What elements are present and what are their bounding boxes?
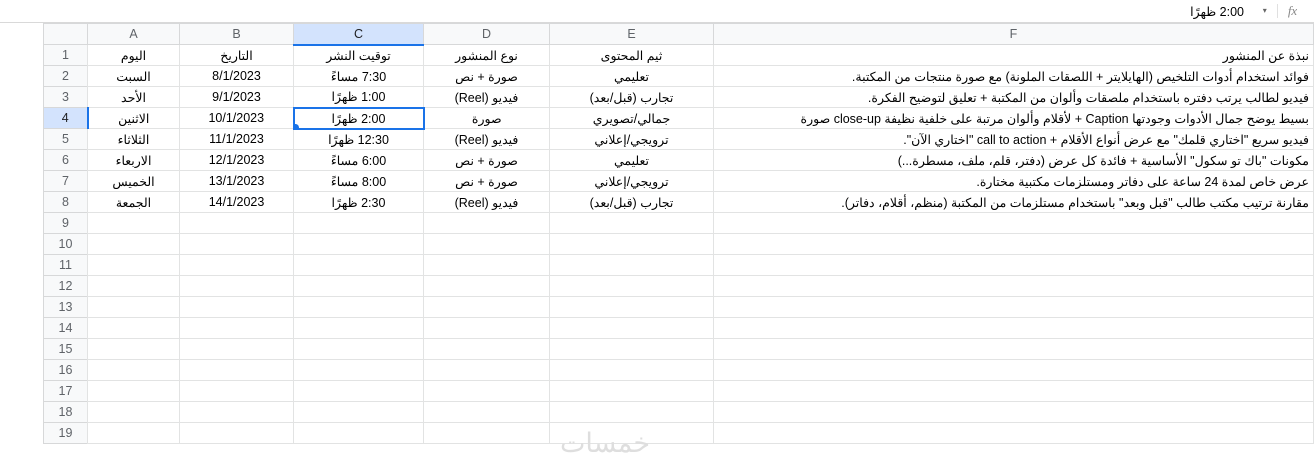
cell-a18[interactable] [88,402,180,423]
column-header-c[interactable]: C [294,24,424,45]
row-header-2[interactable]: 2 [44,66,88,87]
table-row [44,192,1314,213]
row-header-7[interactable]: 7 [44,171,88,192]
cell-c3[interactable]: 1:00 ظهرًا [294,87,424,108]
row-header-15[interactable]: 15 [44,339,88,360]
table-row [44,381,1314,402]
cell-b12[interactable] [180,276,294,297]
cell-a7[interactable]: الخميس [88,171,180,192]
cell-a5[interactable]: الثلاثاء [88,129,180,150]
cell-b10[interactable] [180,234,294,255]
cell-a8[interactable]: الجمعة [88,192,180,213]
cell-a12[interactable] [88,276,180,297]
select-all-corner[interactable] [44,24,88,45]
cell-b2[interactable]: 8/1/2023 [180,66,294,87]
cell-d2[interactable]: صورة + نص [424,66,550,87]
cell-b8[interactable]: 14/1/2023 [180,192,294,213]
cell-c9[interactable] [294,213,424,234]
cell-f19[interactable] [714,423,1314,444]
table-row [44,66,1314,87]
row-header-17[interactable]: 17 [44,381,88,402]
cell-b11[interactable] [180,255,294,276]
table-row [44,234,1314,255]
cell-e2[interactable]: تعليمي [550,66,714,87]
cell-b14[interactable] [180,318,294,339]
table-row [44,402,1314,423]
cell-e19[interactable] [550,423,714,444]
row-header-13[interactable]: 13 [44,297,88,318]
cell-c18[interactable] [294,402,424,423]
table-row [44,360,1314,381]
chevron-down-icon[interactable]: ▾ [1262,6,1267,15]
cell-b7[interactable]: 13/1/2023 [180,171,294,192]
cell-b13[interactable] [180,297,294,318]
row-header-18[interactable]: 18 [44,402,88,423]
cell-d19[interactable] [424,423,550,444]
cell-e16[interactable] [550,360,714,381]
row-header-9[interactable]: 9 [44,213,88,234]
cell-e11[interactable] [550,255,714,276]
cell-f5[interactable]: فيديو سريع "اختاري قلمك" مع عرض أنواع الأقلام + call to action "اختاري الآن". [714,129,1314,150]
cell-d14[interactable] [424,318,550,339]
cell-d9[interactable] [424,213,550,234]
cell-f1[interactable]: نبذة عن المنشور [714,45,1314,66]
row-header-16[interactable]: 16 [44,360,88,381]
cell-c5[interactable]: 12:30 ظهرًا [294,129,424,150]
cell-a17[interactable] [88,381,180,402]
cell-b6[interactable]: 12/1/2023 [180,150,294,171]
cell-c15[interactable] [294,339,424,360]
cell-e9[interactable] [550,213,714,234]
cell-d4[interactable]: صورة [424,108,550,129]
column-header-a[interactable]: A [88,24,180,45]
row-header-5[interactable]: 5 [44,129,88,150]
cell-d3[interactable]: فيديو (Reel) [424,87,550,108]
cell-f14[interactable] [714,318,1314,339]
cell-d8[interactable]: فيديو (Reel) [424,192,550,213]
cell-d15[interactable] [424,339,550,360]
cell-f11[interactable] [714,255,1314,276]
row-header-3[interactable]: 3 [44,87,88,108]
cell-f4[interactable]: بسيط يوضح جمال الأدوات وجودتها Caption + لأقلام وألوان مرتبة على خلفية نظيفة close-up صورة [714,108,1314,129]
sheet-body [44,45,1314,444]
cell-f13[interactable] [714,297,1314,318]
cell-f7[interactable]: عرض خاص لمدة 24 ساعة على دفاتر ومستلزمات مكتبية مختارة. [714,171,1314,192]
cell-a16[interactable] [88,360,180,381]
formula-bar [0,0,1314,23]
cell-b18[interactable] [180,402,294,423]
cell-a14[interactable] [88,318,180,339]
cell-a2[interactable]: السبت [88,66,180,87]
cell-c8[interactable]: 2:30 ظهرًا [294,192,424,213]
cell-c7[interactable]: 8:00 مساءً [294,171,424,192]
column-header-e[interactable]: E [550,24,714,45]
cell-a15[interactable] [88,339,180,360]
cell-f3[interactable]: فيديو لطالب يرتب دفتره باستخدام ملصقات وألوان من المكتبة + تعليق لتوضيح الفكرة. [714,87,1314,108]
cell-c1[interactable]: توقيت النشر [294,45,424,66]
cell-a13[interactable] [88,297,180,318]
table-row [44,276,1314,297]
cell-a4[interactable]: الاثنين [88,108,180,129]
column-header-d[interactable]: D [424,24,550,45]
cell-f10[interactable] [714,234,1314,255]
sheet-table [43,23,1314,444]
row-header-12[interactable]: 12 [44,276,88,297]
cell-e7[interactable]: ترويجي/إعلاني [550,171,714,192]
cell-a3[interactable]: الأحد [88,87,180,108]
toolbar-divider [1277,4,1278,18]
cell-b1[interactable]: التاريخ [180,45,294,66]
cell-f6[interactable]: مكونات "باك تو سكول" الأساسية + فائدة كل عرض (دفتر، قلم، ملف، مسطرة...) [714,150,1314,171]
cell-c16[interactable] [294,360,424,381]
table-row [44,318,1314,339]
cell-d7[interactable]: صورة + نص [424,171,550,192]
table-row [44,255,1314,276]
cell-b4[interactable]: 10/1/2023 [180,108,294,129]
cell-a19[interactable] [88,423,180,444]
cell-e14[interactable] [550,318,714,339]
cell-e1[interactable]: ثيم المحتوى [550,45,714,66]
cell-e4[interactable]: جمالي/تصويري [550,108,714,129]
cell-a11[interactable] [88,255,180,276]
column-header-f[interactable]: F [714,24,1314,45]
cell-e5[interactable]: ترويجي/إعلاني [550,129,714,150]
cell-c2[interactable]: 7:30 مساءً [294,66,424,87]
cell-d5[interactable]: فيديو (Reel) [424,129,550,150]
cell-c6[interactable]: 6:00 مساءً [294,150,424,171]
cell-c14[interactable] [294,318,424,339]
cell-b16[interactable] [180,360,294,381]
cell-f2[interactable]: فوائد استخدام أدوات التلخيص (الهايلايتر + اللصقات الملونة) مع صورة منتجات من المكتبة. [714,66,1314,87]
cell-f16[interactable] [714,360,1314,381]
cell-e10[interactable] [550,234,714,255]
cell-c17[interactable] [294,381,424,402]
cell-d16[interactable] [424,360,550,381]
table-row [44,150,1314,171]
table-row [44,108,1314,129]
cell-e12[interactable] [550,276,714,297]
table-row [44,45,1314,66]
cell-a6[interactable]: الاربعاء [88,150,180,171]
cell-d10[interactable] [424,234,550,255]
cell-c10[interactable] [294,234,424,255]
cell-c19[interactable] [294,423,424,444]
table-row [44,129,1314,150]
cell-d13[interactable] [424,297,550,318]
table-row [44,171,1314,192]
cell-f18[interactable] [714,402,1314,423]
cell-f8[interactable]: مقارنة ترتيب مكتب طالب "قبل وبعد" باستخدام مستلزمات من المكتبة (منظم، أقلام، دفاتر). [714,192,1314,213]
cell-b19[interactable] [180,423,294,444]
cell-c12[interactable] [294,276,424,297]
row-header-14[interactable]: 14 [44,318,88,339]
table-row [44,423,1314,444]
spreadsheet-grid[interactable] [0,23,1314,444]
cell-c13[interactable] [294,297,424,318]
cell-d17[interactable] [424,381,550,402]
row-header-6[interactable]: 6 [44,150,88,171]
cell-b15[interactable] [180,339,294,360]
cell-b5[interactable]: 11/1/2023 [180,129,294,150]
row-header-8[interactable]: 8 [44,192,88,213]
table-row [44,297,1314,318]
cell-f12[interactable] [714,276,1314,297]
row-header-10[interactable]: 10 [44,234,88,255]
table-row [44,87,1314,108]
cell-c11[interactable] [294,255,424,276]
table-row [44,213,1314,234]
cell-f17[interactable] [714,381,1314,402]
cell-b9[interactable] [180,213,294,234]
cell-e18[interactable] [550,402,714,423]
row-header-11[interactable]: 11 [44,255,88,276]
cell-a1[interactable]: اليوم [88,45,180,66]
column-header-row [44,24,1314,45]
formula-input[interactable]: 2:00 ظهرًا [1190,4,1244,19]
row-header-19[interactable]: 19 [44,423,88,444]
row-header-1[interactable]: 1 [44,45,88,66]
column-header-b[interactable]: B [180,24,294,45]
cell-a10[interactable] [88,234,180,255]
cell-e3[interactable]: تجارب (قبل/بعد) [550,87,714,108]
cell-c4-selected[interactable]: 2:00 ظهرًا [294,108,424,129]
cell-d18[interactable] [424,402,550,423]
watermark-text: خمسات [560,428,651,458]
cell-f9[interactable] [714,213,1314,234]
function-icon[interactable]: fx [1287,3,1298,18]
cell-e8[interactable]: تجارب (قبل/بعد) [550,192,714,213]
table-row [44,339,1314,360]
cell-f15[interactable] [714,339,1314,360]
row-header-4[interactable]: 4 [44,108,88,129]
cell-e13[interactable] [550,297,714,318]
cell-b3[interactable]: 9/1/2023 [180,87,294,108]
cell-d12[interactable] [424,276,550,297]
cell-d11[interactable] [424,255,550,276]
cell-d6[interactable]: صورة + نص [424,150,550,171]
cell-e15[interactable] [550,339,714,360]
cell-b17[interactable] [180,381,294,402]
cell-d1[interactable]: نوع المنشور [424,45,550,66]
cell-e17[interactable] [550,381,714,402]
cell-a9[interactable] [88,213,180,234]
name-box-area [1254,0,1314,22]
cell-e6[interactable]: تعليمي [550,150,714,171]
